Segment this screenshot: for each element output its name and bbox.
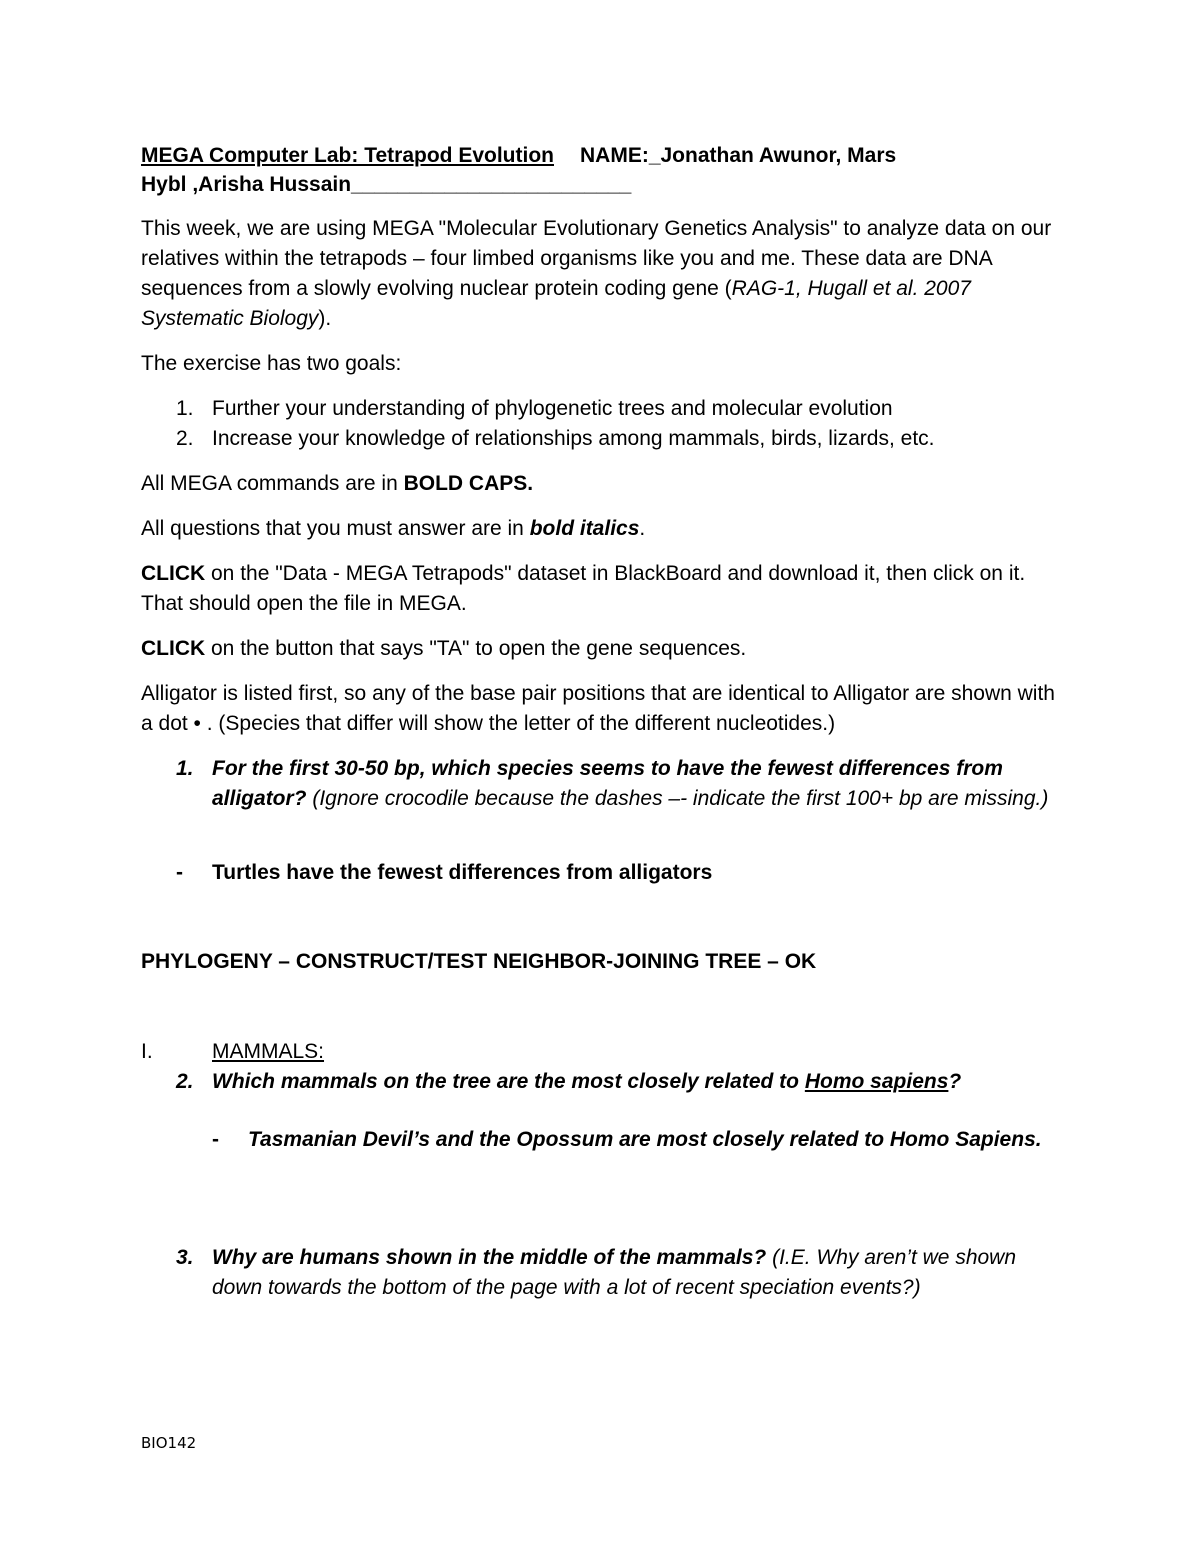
title-block bbox=[141, 141, 1061, 199]
commands-emphasis: BOLD CAPS. bbox=[403, 472, 534, 495]
questions-note bbox=[141, 514, 1061, 544]
answer-text: Turtles have the fewest differences from alligators bbox=[212, 861, 713, 884]
question-text: Which mammals on the tree are the most closely related to bbox=[212, 1070, 805, 1093]
questions-period: . bbox=[639, 517, 646, 540]
list-item bbox=[141, 424, 1061, 454]
lab-title: MEGA Computer Lab: Tetrapod Evolution bbox=[141, 144, 554, 167]
list-item bbox=[141, 394, 1061, 424]
species-name: Homo sapiens bbox=[804, 1070, 949, 1093]
citation: RAG-1, Hugall et al. 2007 Systematic Biology bbox=[141, 277, 971, 330]
commands-note bbox=[141, 469, 1061, 499]
question-number: 3. bbox=[176, 1246, 194, 1269]
question-note: (Ignore crocodile because the dashes –- indicate the first 100+ bp are missing.) bbox=[306, 787, 1049, 810]
question-1 bbox=[141, 754, 1061, 814]
click-instruction-text: on the button that says "TA" to open the gene sequences. bbox=[205, 637, 747, 660]
answer-2 bbox=[141, 1125, 1061, 1155]
answer-dash: - bbox=[176, 861, 183, 884]
question-2 bbox=[141, 1067, 1061, 1097]
question-3 bbox=[141, 1243, 1061, 1303]
footer-course-code: BIO142 bbox=[141, 1434, 197, 1452]
section-heading: PHYLOGENY – CONSTRUCT/TEST NEIGHBOR-JOINING TREE – OK bbox=[141, 950, 817, 973]
question-note: (I.E. Why aren’t we shown down towards the bottom of the page with a lot of recent speciation events?) bbox=[212, 1246, 1017, 1299]
intro-text: This week, we are using MEGA "Molecular Evolutionary Genetics Analysis" to analyze data on our relatives within the tetrapods – four limbed organisms like you and me. These data are DNA sequences from a slowly evolving nuclear protein coding gene ( bbox=[141, 217, 1052, 300]
list-item-text: Further your understanding of phylogenetic trees and molecular evolution bbox=[212, 397, 893, 420]
question-text: Why are humans shown in the middle of the mammals? bbox=[212, 1246, 767, 1269]
answer-1 bbox=[141, 858, 1061, 888]
click-instruction-1 bbox=[141, 559, 1061, 619]
click-command: CLICK bbox=[141, 562, 206, 585]
name-label: NAME:_Jonathan Awunor, Mars bbox=[580, 144, 897, 167]
goals-list bbox=[141, 394, 1061, 454]
intro-text-end: ). bbox=[318, 307, 332, 330]
list-number: 1. bbox=[176, 397, 194, 420]
question-number: 1. bbox=[176, 757, 194, 780]
document-page bbox=[141, 141, 1061, 1303]
intro-paragraph bbox=[141, 214, 1061, 334]
list-item-text: Increase your knowledge of relationships among mammals, birds, lizards, etc. bbox=[212, 427, 935, 450]
questions-text: All questions that you must answer are in bbox=[141, 517, 530, 540]
click-instruction-text: on the "Data - MEGA Tetrapods" dataset in BlackBoard and download it, then click on it. That should open the file in MEGA. bbox=[141, 562, 1026, 615]
answer-dash: - bbox=[212, 1128, 219, 1151]
click-instruction-2 bbox=[141, 634, 1061, 664]
question-text: For the first 30-50 bp, which species seems to have the fewest differences from alligator? bbox=[212, 757, 1003, 810]
commands-text: All MEGA commands are in bbox=[141, 472, 404, 495]
question-mark: ? bbox=[948, 1070, 962, 1093]
name-continuation: Hybl ,Arisha Hussain________________________ bbox=[141, 173, 632, 196]
question-number: 2. bbox=[176, 1070, 194, 1093]
answer-text: Tasmanian Devil’s and the Opossum are most closely related to Homo Sapiens. bbox=[248, 1128, 1042, 1151]
section-title: MAMMALS: bbox=[212, 1040, 325, 1063]
list-number: 2. bbox=[176, 427, 194, 450]
goals-intro: The exercise has two goals: bbox=[141, 352, 402, 375]
alligator-paragraph: Alligator is listed first, so any of the base pair positions that are identical to Alligator are shown with a dot • . (Species that differ will show the letter of the different nucleotides.) bbox=[141, 682, 1055, 735]
questions-emphasis: bold italics bbox=[529, 517, 640, 540]
section-mammals bbox=[141, 1037, 1061, 1067]
click-command: CLICK bbox=[141, 637, 206, 660]
section-number: I. bbox=[141, 1040, 153, 1063]
